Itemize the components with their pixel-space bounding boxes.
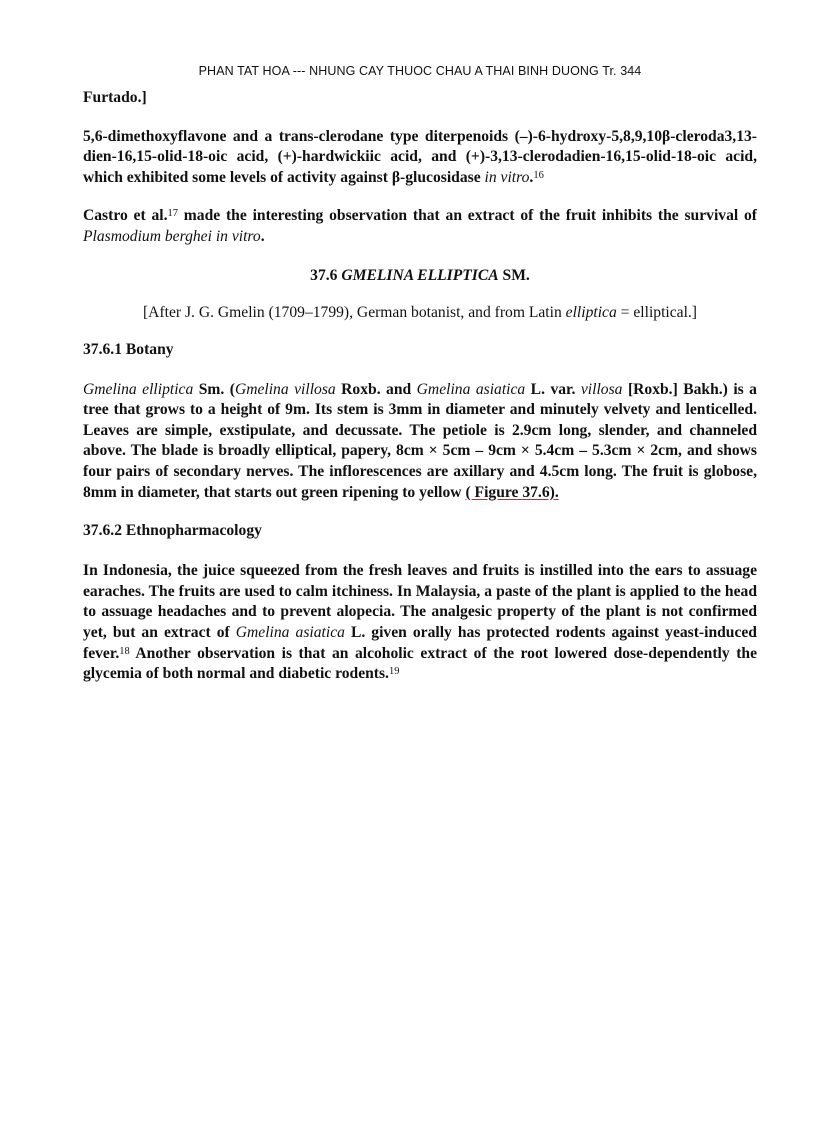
- paragraph-ethnopharmacology: In Indonesia, the juice squeezed from the fresh leaves and fruits is instilled into the ears to assuage earaches. The fruits are used to calm itchiness. In Malaysia, a paste of the plant is applied to the head to assuage headaches and to prevent alopecia. The analgesic property of the plant is not confirmed yet, but an extract of Gmelina asiatica L. given orally has protected rodents against yeast-induced fever.$^{18}$ Another observation is that an alcoholic extract of the root lowered dose-dependently the glycemia of both normal and diabetic rodents.$^{19}$: [83, 562, 757, 683]
- continuation-text: Furtado.]: [83, 89, 147, 106]
- footnote-ref[interactable]: 16: [533, 169, 544, 181]
- document-page: [83, 64, 757, 685]
- footnote-ref[interactable]: 19: [388, 666, 400, 678]
- italic-in-vitro: in vitro: [484, 168, 530, 186]
- figure-link[interactable]: ( Figure 37.6).: [465, 483, 559, 501]
- etymology-note: [After J. G. Gmelin (1709–1799), German botanist, and from Latin elliptica = elliptical.]: [142, 303, 698, 321]
- running-header: PHAN TAT HOA --- NHUNG CAY THUOC CHAU A THAI BINH DUONG Tr. 344: [198, 64, 642, 78]
- botany-heading: 37.6.1 Botany: [83, 340, 174, 358]
- footnote-ref[interactable]: 18: [119, 645, 130, 657]
- paragraph-castro: Castro et al.$^{17}$ made the interesting observation that an extract of the fruit inhibits the survival of Plasmodium berghei in vitro.: [83, 207, 757, 245]
- paragraph-compounds: 5,6-dimethoxyflavone and a trans-clerodane type diterpenoids (–)-6-hydroxy-5,8,9,10β-cleroda3,13-dien-16,15-olid-18-oic acid, (+)-hardwickiic acid, and (+)-3,13-clerodadien-16,15-olid-18-oic acid, which exhibited some levels of activity against β-glucosidase in vitro.$^{16}$: [83, 127, 757, 186]
- section-title: 37.6 GMELINA ELLIPTICA SM.: [310, 266, 530, 284]
- ethnopharmacology-heading: 37.6.2 Ethnopharmacology: [83, 522, 262, 540]
- italic-species: Plasmodium berghei in vitro: [83, 227, 261, 245]
- paragraph-botany: Gmelina elliptica Sm. (Gmelina villosa Roxb. and Gmelina asiatica L. var. villosa [Roxb.] Bakh.) is a tree that grows to a height of 9m. Its stem is 3mm in diameter and minutely velvety and lenticelled. Leaves are simple, exstipulate, and decussate. The petiole is 2.9cm long, slender, and channeled above. The blade is broadly elliptical, papery, 8cm × 5cm – 9cm × 5.4cm – 5.3cm × 2cm, and shows four pairs of secondary nerves. The inflorescences are axillary and 4.5cm long. The fruit is globose, 8mm in diameter, that starts out green ripening to yellow ( Figure 37.6).: [83, 380, 757, 501]
- footnote-ref[interactable]: 17: [167, 208, 178, 220]
